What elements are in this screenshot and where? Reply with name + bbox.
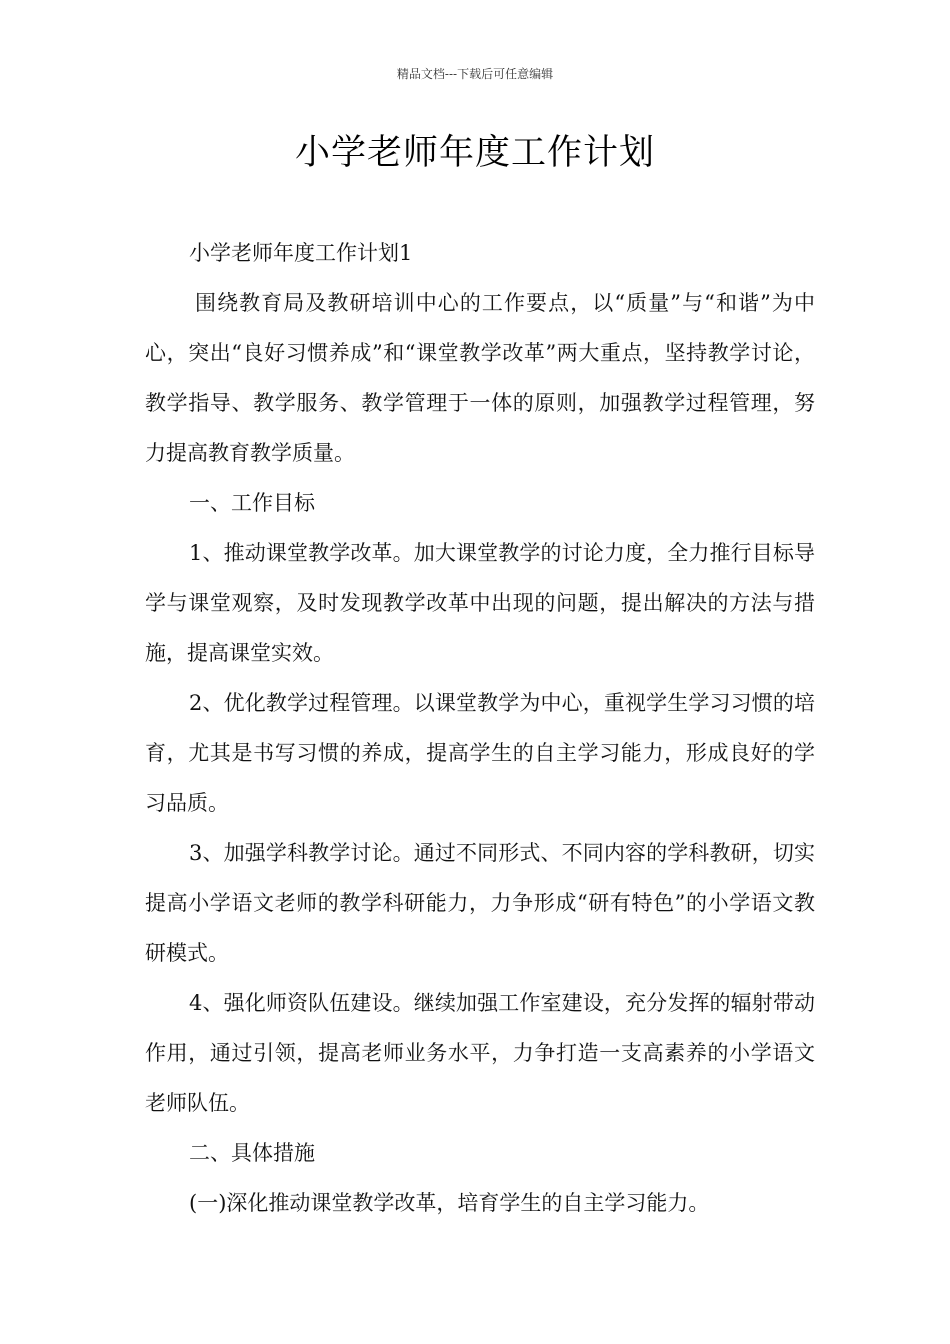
measure-paragraph-1: (一)深化推动课堂教学改革，培育学生的自主学习能力。 [189,1191,710,1215]
goal-paragraph-4: 4、强化师资队伍建设。继续加强工作室建设，充分发挥的辐射带动作用，通过引领，提高老师业务水平，力争打造一支高素养的小学语文老师队伍。 [145,991,815,1115]
goal-paragraph-2: 2、优化教学过程管理。以课堂教学为中心，重视学生学习习惯的培育，尤其是书写习惯的养成，提高学生的自主学习能力，形成良好的学习品质。 [145,691,815,815]
document-title: 小学老师年度工作计划 [294,133,655,173]
goal-paragraph-1: 1、推动课堂教学改革。加大课堂教学的讨论力度，全力推行目标导学与课堂观察，及时发现教学改革中出现的问题，提出解决的方法与措施，提高课堂实效。 [145,541,815,665]
subtitle-paragraph: 小学老师年度工作计划1 [189,241,413,265]
section-heading-measures: 二、具体措施 [189,1141,315,1165]
intro-paragraph: 围绕教育局及教研培训中心的工作要点，以“质量”与“和谐”为中心，突出“良好习惯养成”和“课堂教学改革”两大重点，坚持教学讨论，教学指导、教学服务、教学管理于一体的原则，加强教学过程管理，努力提高教育教学质量。 [145,291,815,465]
goal-paragraph-3: 3、加强学科教学讨论。通过不同形式、不同内容的学科教研，切实提高小学语文老师的教学科研能力，力争形成“研有特色”的小学语文教研模式。 [145,841,815,965]
section-heading-goals: 一、工作目标 [189,491,315,515]
header-note: 精品文档---下载后可任意编辑 [396,67,554,81]
document-body [145,228,815,1228]
